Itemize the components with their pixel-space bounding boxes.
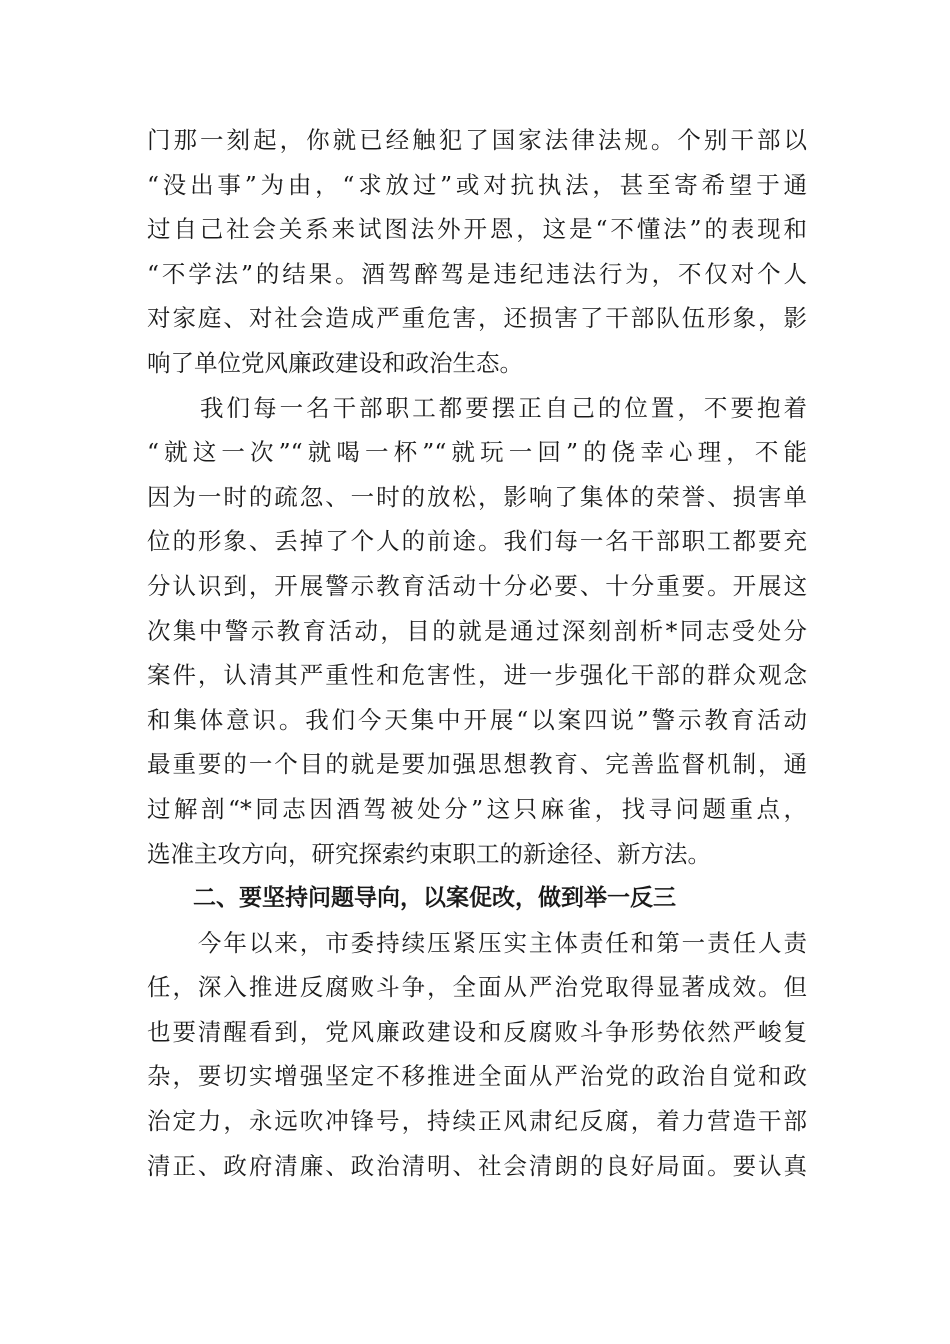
text-line-9: 因为一时的疏忽、一时的放松，影响了集体的荣誉、损害单 [147,482,807,511]
text-line-12: 次集中警示教育活动，目的就是通过深刻剖析*同志受处分 [147,616,807,645]
text-line-8: “就这一次”“就喝一杯”“就玩一回”的侥幸心理，不能 [147,438,807,467]
text-line-20: 任，深入推进反腐败斗争，全面从严治党取得显著成效。但 [147,973,807,1002]
text-line-22: 杂，要切实增强坚定不移推进全面从严治党的政治自觉和政 [147,1062,807,1091]
text-line-10: 位的形象、丢掉了个人的前途。我们每一名干部职工都要充 [147,527,807,556]
document-body [147,118,807,1188]
text-line-6: 响了单位党风廉政建设和政治生态。 [147,348,523,377]
text-line-23: 治定力，永远吹冲锋号，持续正风肃纪反腐，着力营造干部 [147,1107,807,1136]
text-line-17: 选准主攻方向，研究探索约束职工的新途径、新方法。 [147,839,711,868]
text-line-14: 和集体意识。我们今天集中开展“以案四说”警示教育活动 [147,705,807,734]
text-line-3: 过自己社会关系来试图法外开恩，这是“不懂法”的表现和 [147,215,807,244]
text-line-4: “不学法”的结果。酒驾醉驾是违纪违法行为，不仅对个人 [147,259,807,288]
text-line-16: 过解剖“*同志因酒驾被处分”这只麻雀，找寻问题重点， [147,794,807,823]
text-line-5: 对家庭、对社会造成严重危害，还损害了干部队伍形象，影 [147,304,807,333]
text-line-11: 分认识到，开展警示教育活动十分必要、十分重要。开展这 [147,571,807,600]
text-line-19: 今年以来，市委持续压紧压实主体责任和第一责任人责 [147,928,807,957]
section-heading: 二、要坚持问题导向，以案促改，做到举一反三 [147,885,676,912]
text-line-21: 也要清醒看到，党风廉政建设和反腐败斗争形势依然严峻复 [147,1017,807,1046]
text-line-24: 清正、政府清廉、政治清明、社会清朗的良好局面。要认真 [147,1151,807,1180]
text-line-1: 门那一刻起，你就已经触犯了国家法律法规。个别干部以 [147,126,807,154]
text-line-7: 我们每一名干部职工都要摆正自己的位置，不要抱着 [147,393,807,422]
text-line-2: “没出事”为由，“求放过”或对抗执法，甚至寄希望于通 [147,170,807,199]
text-line-15: 最重要的一个目的就是要加强思想教育、完善监督机制，通 [147,750,807,779]
text-line-13: 案件，认清其严重性和危害性，进一步强化干部的群众观念 [147,661,807,690]
